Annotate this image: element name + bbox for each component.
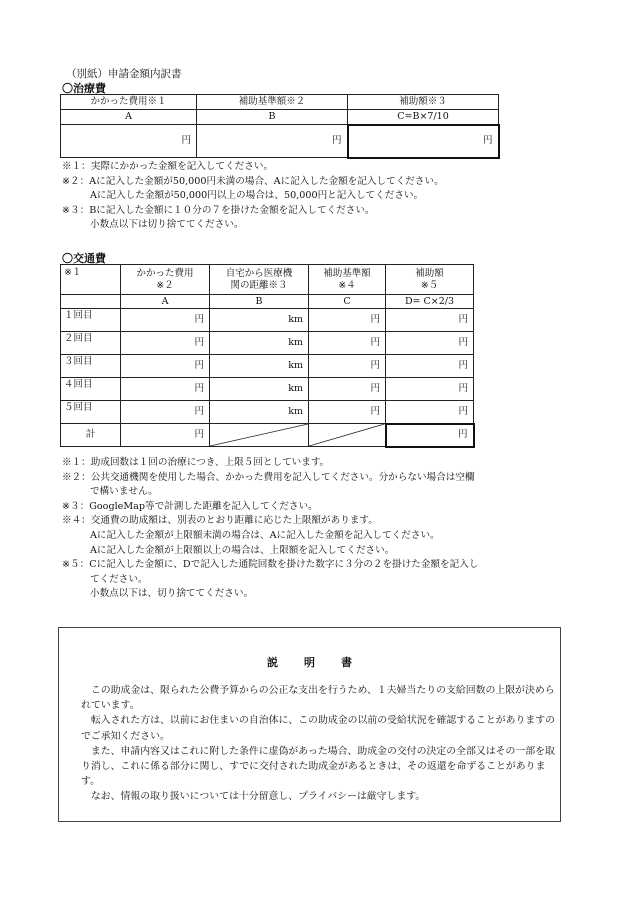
transport-note-1: ※１：助成回数は１回の治療につき、上限５回としています。 <box>62 457 330 468</box>
transport-section-title: 〇交通費 <box>62 252 106 265</box>
transport-subsidy-cell[interactable] <box>386 309 474 332</box>
transport-base-cell[interactable] <box>309 309 386 332</box>
transport-distance-cell[interactable] <box>210 401 309 424</box>
treatment-note-2-cont: Aに記入した金額が50,000円以上の場合は、50,000円と記入してください。 <box>90 190 424 202</box>
yen-unit: 円 <box>181 135 191 146</box>
yen-unit: 円 <box>331 135 342 146</box>
transport-letter-d: D= C×2/3 <box>386 295 474 309</box>
transport-note-5: ※５：Cに記入した金額に、Dで記入した通院回数を掛けた数字に３分の２を掛けた金額を記入し <box>62 559 479 571</box>
transport-distance-cell[interactable] <box>210 378 309 401</box>
treatment-table <box>60 94 500 159</box>
yen-unit: 円 <box>370 314 380 325</box>
transport-note-4: ※４：交通費の助成額は、別表のとおり距離に応じた上限額があります。 <box>62 515 378 527</box>
yen-unit: 円 <box>458 383 468 394</box>
transport-row-label: ３回目 <box>61 355 121 378</box>
transport-distance-cell[interactable] <box>210 355 309 378</box>
treatment-letter-b: B <box>197 110 348 125</box>
yen-unit: 円 <box>370 406 380 417</box>
yen-unit: 円 <box>194 360 204 371</box>
yen-unit: 円 <box>194 429 204 440</box>
yen-unit: 円 <box>194 314 204 325</box>
transport-base-cell[interactable] <box>309 355 386 378</box>
treatment-letter-c: C=B×7/10 <box>348 110 499 125</box>
transport-base-cell[interactable] <box>309 401 386 424</box>
yen-unit: 円 <box>194 406 204 417</box>
document-title: （別紙）申請金額内訳書 <box>66 68 182 80</box>
yen-unit: 円 <box>458 360 468 371</box>
transport-subsidy-cell[interactable] <box>386 332 474 355</box>
treatment-base-input[interactable] <box>197 125 348 158</box>
yen-unit: 円 <box>194 383 204 394</box>
explanation-body <box>81 683 557 805</box>
transport-cost-cell[interactable] <box>121 332 210 355</box>
treatment-header-cost: かかった費用※１ <box>61 95 197 110</box>
transport-notes <box>62 456 478 602</box>
km-unit: km <box>288 406 303 417</box>
transport-total-base-slashed <box>309 424 386 447</box>
transport-row-label: ５回目 <box>61 401 121 424</box>
km-unit: km <box>288 337 303 348</box>
transport-total-label: 計 <box>61 424 121 447</box>
transport-subsidy-cell[interactable] <box>386 401 474 424</box>
transport-header-distance: 自宅から医療機 関の距離※３ <box>210 265 309 295</box>
transport-letter-blank <box>61 295 121 309</box>
transport-distance-cell[interactable] <box>210 332 309 355</box>
treatment-notes <box>62 160 444 233</box>
transport-base-cell[interactable] <box>309 332 386 355</box>
yen-unit: 円 <box>370 337 380 348</box>
treatment-note-1: ※１：実際にかかった金額を記入してください。 <box>62 161 274 172</box>
km-unit: km <box>288 314 303 325</box>
explanation-box <box>58 627 561 822</box>
treatment-section-title: 〇治療費 <box>62 82 106 95</box>
yen-unit: 円 <box>194 337 204 348</box>
transport-corner-note: ※１ <box>61 265 121 295</box>
yen-unit: 円 <box>458 337 468 348</box>
explanation-paragraph: また、申請内容又はこれに附した条件に虚偽があった場合、助成金の交付の決定の全部又はその一部を取り消し、これに係る部分に関し、すでに交付された助成金があるときは、その返還を命ずることがあります。 <box>81 745 555 788</box>
explanation-paragraph: 転入された方は、以前にお住まいの自治体に、この助成金の以前の受給状況を確認することがありますのでご承知ください。 <box>81 715 556 742</box>
treatment-note-3-cont: 小数点以下は切り捨ててください。 <box>90 219 244 231</box>
transport-letter-b: B <box>210 295 309 309</box>
explanation-paragraph: なお、情報の取り扱いについては十分留意し、プライバシーは厳守します。 <box>90 791 426 803</box>
treatment-header-base: 補助基準額※２ <box>197 95 348 110</box>
transport-header-base: 補助基準額 ※４ <box>309 265 386 295</box>
transport-cost-cell[interactable] <box>121 309 210 332</box>
transport-letter-a: A <box>121 295 210 309</box>
transport-total-cost-cell[interactable] <box>121 424 210 447</box>
transport-note-5-cont: てください。 <box>90 573 148 585</box>
treatment-note-3: ※３：Bに記入した金額に１０分の７を掛けた金額を記入してください。 <box>62 204 375 216</box>
transport-row-label: ４回目 <box>61 378 121 401</box>
transport-total-distance-slashed <box>210 424 309 447</box>
transport-note-3: ※３：GoogleMap等で計測した距離を記入してください。 <box>62 500 318 512</box>
transport-table <box>60 264 475 448</box>
transport-note-4-cont: Aに記入した金額が上限額未満の場合は、Aに記入した金額を記入してください。 <box>90 529 440 541</box>
yen-unit: 円 <box>457 429 468 440</box>
transport-distance-cell[interactable] <box>210 309 309 332</box>
transport-cost-cell[interactable] <box>121 401 210 424</box>
transport-total-subsidy-cell[interactable] <box>386 424 474 447</box>
km-unit: km <box>288 383 303 394</box>
explanation-title: 説明書 <box>267 656 378 669</box>
transport-note-2-cont: で構いません。 <box>90 486 158 498</box>
diagonal-slash-icon <box>309 424 385 446</box>
transport-note-5-cont: 小数点以下は、切り捨ててください。 <box>90 588 254 600</box>
transport-note-2: ※２：公共交通機関を使用した場合、かかった費用を記入してください。分からない場合は空欄 <box>62 471 475 483</box>
transport-note-4-cont: Aに記入した金額が上限額以上の場合は、上限額を記入してください。 <box>90 544 395 556</box>
yen-unit: 円 <box>458 405 468 417</box>
transport-row-label: １回目 <box>61 309 121 332</box>
explanation-paragraph: この助成金は、限られた公費予算からの公正な支出を行うため、１夫婦当たりの支給回数の上限が決められています。 <box>81 685 555 712</box>
treatment-subsidy-input[interactable] <box>348 125 499 158</box>
treatment-note-2: ※２：Aに記入した金額が50,000円未満の場合、Aに記入した金額を記入してください。 <box>62 175 444 187</box>
km-unit: km <box>288 360 303 371</box>
yen-unit: 円 <box>458 314 468 325</box>
transport-subsidy-cell[interactable] <box>386 355 474 378</box>
transport-letter-c: C <box>309 295 386 309</box>
transport-cost-cell[interactable] <box>121 355 210 378</box>
transport-subsidy-cell[interactable] <box>386 378 474 401</box>
transport-base-cell[interactable] <box>309 378 386 401</box>
yen-unit: 円 <box>482 135 493 146</box>
yen-unit: 円 <box>370 360 380 371</box>
transport-cost-cell[interactable] <box>121 378 210 401</box>
transport-header-cost: かかった費用 ※２ <box>121 265 210 295</box>
transport-row-label: ２回目 <box>61 332 121 355</box>
yen-unit: 円 <box>370 383 380 394</box>
treatment-letter-a: A <box>61 110 197 125</box>
transport-header-subsidy: 補助額 ※５ <box>386 265 474 295</box>
treatment-header-subsidy: 補助額※３ <box>348 95 499 110</box>
treatment-cost-input[interactable] <box>61 125 197 158</box>
diagonal-slash-icon <box>210 424 308 446</box>
